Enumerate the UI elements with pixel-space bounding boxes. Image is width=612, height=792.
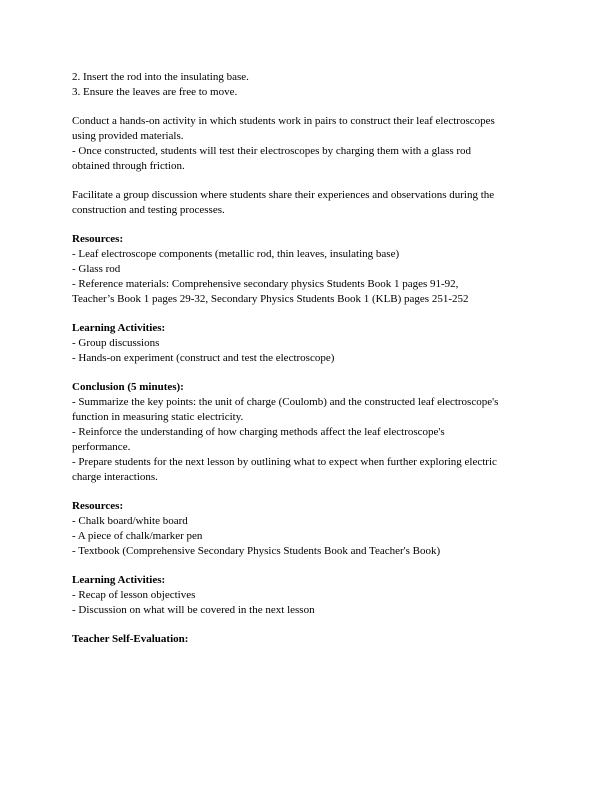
conclusion-line: - Summarize the key points: the unit of charge (Coulomb) and the constructed leaf electroscope's: [72, 396, 499, 408]
step-2: 2. Insert the rod into the insulating base.: [72, 71, 249, 83]
resources-section-2: [72, 499, 552, 559]
resources-1-item: - Leaf electroscope components (metallic rod, thin leaves, insulating base): [72, 248, 400, 260]
conclusion-heading: Conclusion (5 minutes):: [72, 381, 184, 393]
learning-2-item: - Recap of lesson objectives: [72, 589, 196, 601]
evaluation-section: [72, 632, 552, 647]
procedure-steps: [72, 70, 552, 100]
learning-activities-heading-1: Learning Activities:: [72, 322, 166, 334]
learning-1-item: - Hands-on experiment (construct and test the electroscope): [72, 352, 335, 364]
discussion-paragraph: [72, 188, 552, 218]
activity-line-1: Conduct a hands-on activity in which students work in pairs to construct their leaf electroscopes: [72, 115, 495, 127]
resources-1-item: - Glass rod: [72, 263, 121, 275]
activity-line-4: obtained through friction.: [72, 160, 185, 172]
resources-heading-1: Resources:: [72, 233, 124, 245]
teacher-self-evaluation-heading: Teacher Self-Evaluation:: [72, 633, 189, 645]
resources-section-1: [72, 232, 552, 307]
discussion-line-1: Facilitate a group discussion where students share their experiences and observations during the: [72, 189, 495, 201]
learning-2-item: - Discussion on what will be covered in the next lesson: [72, 604, 315, 616]
learning-activities-section-2: [72, 573, 552, 618]
resources-2-item: - Chalk board/white board: [72, 515, 188, 527]
conclusion-line: - Prepare students for the next lesson by outlining what to expect when further exploring electric: [72, 456, 497, 468]
conclusion-line: performance.: [72, 441, 131, 453]
resources-1-item: - Reference materials: Comprehensive secondary physics Students Book 1 pages 91-92,: [72, 278, 459, 290]
resources-1-item: Teacher’s Book 1 pages 29-32, Secondary Physics Students Book 1 (KLB) pages 251-252: [72, 293, 469, 305]
conclusion-section: [72, 380, 552, 485]
resources-heading-2: Resources:: [72, 500, 124, 512]
activity-paragraph: [72, 114, 552, 174]
activity-line-2: using provided materials.: [72, 130, 184, 142]
activity-line-3: - Once constructed, students will test their electroscopes by charging them with a glass rod: [72, 145, 472, 157]
conclusion-line: - Reinforce the understanding of how charging methods affect the leaf electroscope's: [72, 426, 445, 438]
resources-2-item: - A piece of chalk/marker pen: [72, 530, 203, 542]
step-3: 3. Ensure the leaves are free to move.: [72, 86, 238, 98]
learning-activities-heading-2: Learning Activities:: [72, 574, 166, 586]
conclusion-line: function in measuring static electricity.: [72, 411, 244, 423]
learning-1-item: - Group discussions: [72, 337, 160, 349]
learning-activities-section-1: [72, 321, 552, 366]
discussion-line-2: construction and testing processes.: [72, 204, 225, 216]
resources-2-item: - Textbook (Comprehensive Secondary Physics Students Book and Teacher's Book): [72, 545, 441, 557]
document-page: [72, 70, 552, 647]
conclusion-line: charge interactions.: [72, 471, 158, 483]
